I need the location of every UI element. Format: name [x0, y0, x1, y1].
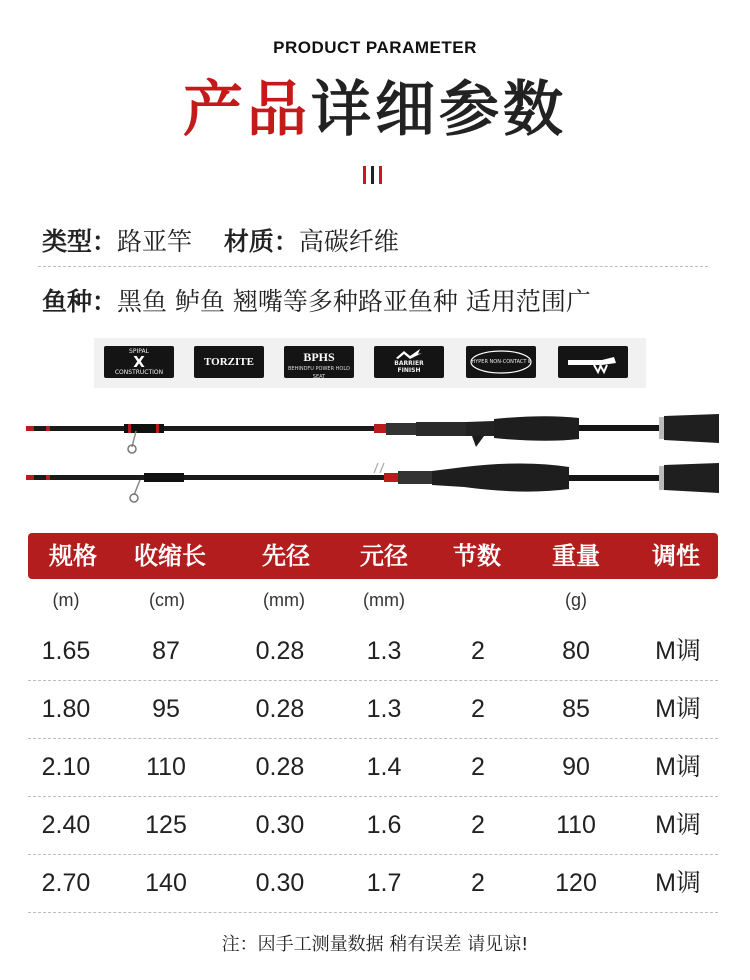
reel-seat-icon — [558, 346, 628, 378]
header-divider-decoration — [359, 166, 391, 188]
cell-butt-diameter: 1.4 — [366, 753, 402, 781]
torzite-ring-icon — [194, 346, 264, 378]
header-title-cn — [0, 70, 750, 150]
spec-table-header — [28, 533, 718, 579]
cell-spec: 1.65 — [41, 637, 91, 665]
unit-spec: (m) — [52, 590, 80, 610]
unit-butt-diameter: (mm) — [363, 590, 405, 610]
badge-label: BPHS — [303, 350, 335, 364]
x-construction-icon — [104, 346, 174, 378]
divider — [38, 266, 708, 267]
header-title-cn-dark: 详细参数 — [311, 75, 567, 145]
badge-label: BARRIER — [394, 360, 424, 367]
deco-bar-red — [363, 166, 366, 184]
fishing-rods-image — [24, 405, 728, 515]
spinning-rod — [26, 463, 719, 502]
table-row — [28, 738, 718, 796]
cell-butt-diameter: 1.3 — [366, 695, 402, 723]
table-row — [28, 680, 718, 738]
table-row — [28, 854, 718, 912]
col-header-butt-diameter: 元径 — [360, 542, 408, 570]
cell-sections: 2 — [471, 811, 485, 839]
cell-weight: 85 — [562, 695, 590, 723]
cell-retracted-length: 87 — [152, 637, 180, 665]
reel-seat-graphic — [558, 346, 628, 378]
badge-label: HYPER NON-CONTACT Ⅱ — [471, 359, 531, 365]
cell-retracted-length: 125 — [145, 811, 187, 839]
cell-spec: 2.10 — [41, 753, 91, 781]
cell-retracted-length: 110 — [146, 753, 186, 781]
cell-weight: 110 — [556, 811, 596, 839]
cell-action: M调 — [655, 637, 701, 665]
cell-spec: 2.40 — [41, 811, 91, 839]
col-header-spec: 规格 — [49, 542, 97, 570]
cell-retracted-length: 95 — [152, 695, 180, 723]
cell-weight: 80 — [562, 637, 590, 665]
badge-label: SPIPAL — [129, 348, 149, 355]
cell-butt-diameter: 1.3 — [366, 637, 402, 665]
badge-label: X — [133, 353, 145, 371]
material-value: 高碳纤维 — [298, 227, 399, 256]
header-title-cn-red: 产品 — [183, 75, 311, 145]
col-header-action: 调性 — [652, 542, 700, 570]
material-label: 材质： — [223, 227, 299, 256]
unit-tip-diameter: (mm) — [263, 590, 305, 610]
cell-action: M调 — [655, 695, 701, 723]
unit-retracted-length: (cm) — [149, 590, 185, 610]
fish-value: 黑鱼 鲈鱼 翘嘴等多种路亚鱼种 适用范围广 — [117, 287, 591, 316]
cell-butt-diameter: 1.7 — [366, 869, 402, 897]
info-type-material — [42, 222, 399, 258]
cell-spec: 2.70 — [41, 869, 91, 897]
cell-weight: 90 — [562, 753, 590, 781]
table-row — [28, 796, 718, 854]
cell-action: M调 — [655, 811, 701, 839]
deco-bar-red — [379, 166, 382, 184]
cell-tip-diameter: 0.28 — [255, 695, 305, 723]
badge-label: CONSTRUCTION — [114, 369, 164, 376]
type-label: 类型： — [42, 227, 118, 256]
cell-sections: 2 — [471, 695, 485, 723]
row-divider — [28, 912, 718, 913]
cell-tip-diameter: 0.28 — [255, 637, 305, 665]
cell-tip-diameter: 0.30 — [255, 869, 305, 897]
deco-bar-dark — [371, 166, 374, 184]
fish-label: 鱼种： — [42, 287, 118, 316]
cell-tip-diameter: 0.30 — [255, 811, 305, 839]
bphs-seat-icon — [284, 346, 354, 378]
header-title-en: PRODUCT PARAMETER — [273, 38, 477, 57]
cell-sections: 2 — [471, 869, 485, 897]
barrier-arrow-icon — [374, 348, 444, 360]
cell-sections: 2 — [471, 637, 485, 665]
badge-label: BEHINDFU POWER HOLD SEAT — [288, 366, 350, 378]
badge-label: FINISH — [397, 367, 421, 374]
type-value: 路亚竿 — [117, 227, 193, 256]
feature-badges — [94, 338, 646, 388]
col-header-sections: 节数 — [453, 542, 501, 570]
hyper-non-contact-icon — [466, 346, 536, 378]
cell-tip-diameter: 0.28 — [255, 753, 305, 781]
measurement-note: 注：因手工测量数据 稍有误差 请见谅! — [221, 934, 529, 955]
cell-action: M调 — [655, 869, 701, 897]
casting-rod — [26, 414, 719, 453]
barrier-finish-icon — [374, 346, 444, 378]
cell-butt-diameter: 1.6 — [366, 811, 402, 839]
unit-weight: (g) — [565, 590, 587, 610]
col-header-tip-diameter: 先径 — [262, 542, 310, 570]
cell-spec: 1.80 — [41, 695, 91, 723]
badge-label: TORZITE — [204, 356, 254, 368]
info-fish — [42, 282, 591, 318]
table-row — [28, 622, 718, 680]
col-header-weight: 重量 — [552, 542, 600, 570]
col-header-retracted-length: 收缩长 — [134, 542, 206, 570]
cell-weight: 120 — [555, 869, 597, 897]
cell-action: M调 — [655, 753, 701, 781]
cell-sections: 2 — [471, 753, 485, 781]
cell-retracted-length: 140 — [145, 869, 187, 897]
